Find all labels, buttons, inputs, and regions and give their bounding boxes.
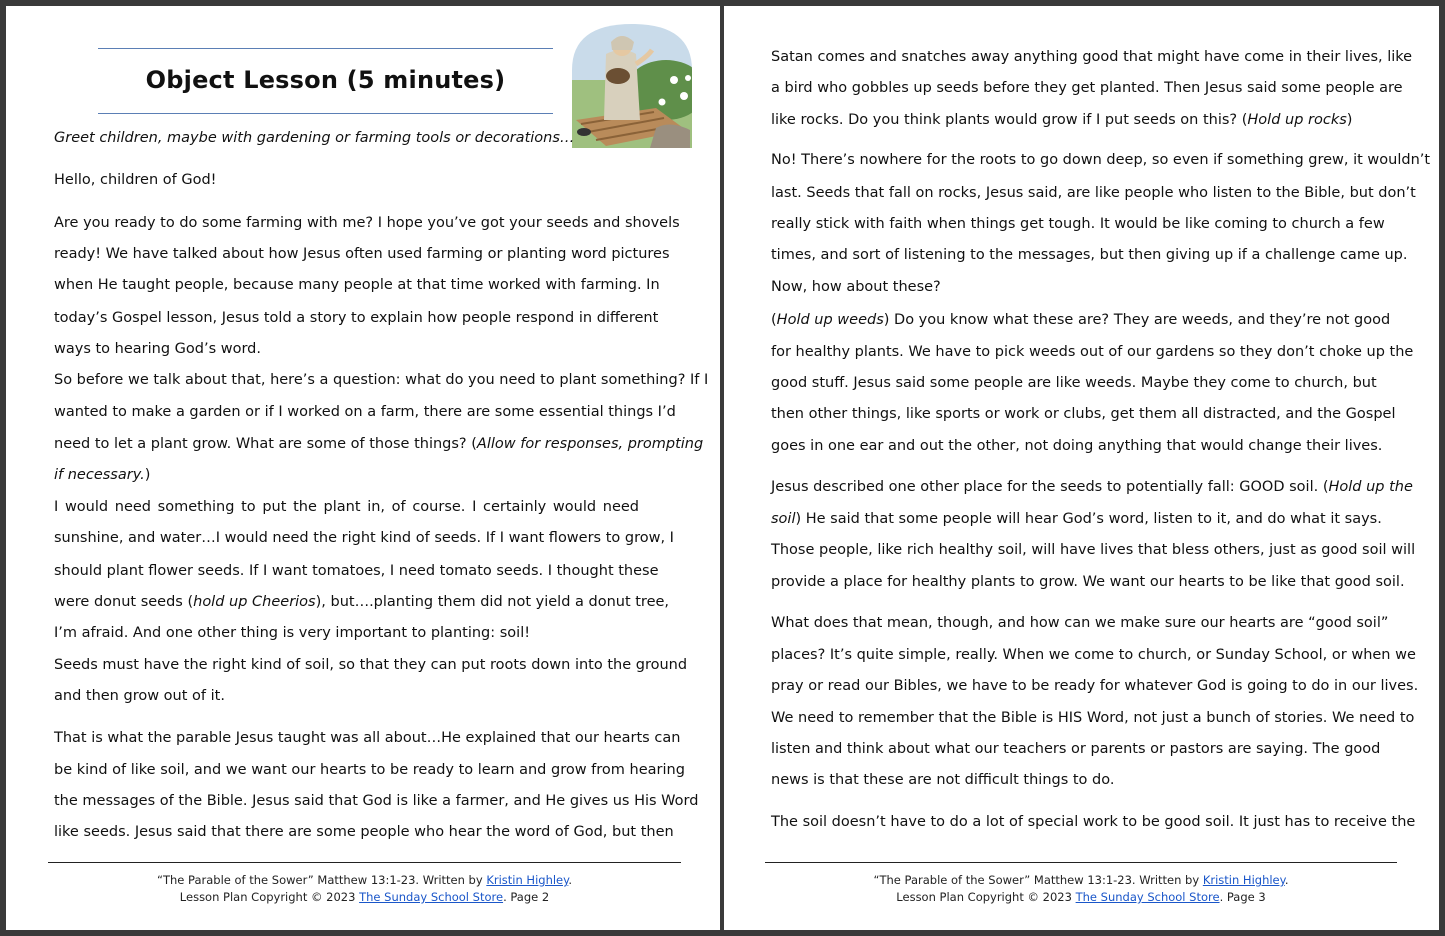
paragraph-line: and then grow out of it.: [54, 688, 225, 704]
paragraph-line: if necessary.): [54, 467, 151, 483]
paragraph-line: The soil doesn’t have to do a lot of special work to be good soil. It just has to receive the: [771, 814, 1416, 830]
paragraph-line: Seeds must have the right kind of soil, so that they can put roots down into the ground: [54, 657, 688, 673]
paragraph-line: places? It’s quite simple, really. When we come to church, or Sunday School, or when we: [771, 647, 1416, 663]
paragraph-line: the messages of the Bible. Jesus said that God is like a farmer, and He gives us His Word: [54, 793, 699, 809]
paragraph-line: wanted to make a garden or if I worked on a farm, there are some essential things I’d: [54, 404, 676, 420]
paragraph-line: a bird who gobbles up seeds before they get planted. Then Jesus said some people are: [771, 80, 1403, 96]
paragraph-line: pray or read our Bibles, we have to be ready for whatever God is going to do in our lives.: [771, 678, 1419, 694]
paragraph-line: sunshine, and water…I would need the right kind of seeds. If I want flowers to grow, I: [54, 530, 674, 546]
footer-line-1: “The Parable of the Sower” Matthew 13:1-23. Written by Kristin Highley.: [873, 873, 1289, 887]
paragraph-line: today’s Gospel lesson, Jesus told a story to explain how people respond in different: [54, 310, 659, 326]
author-link[interactable]: Kristin Highley: [486, 873, 569, 887]
paragraph-line: times, and sort of listening to the messages, but then giving up if a challenge came up.: [771, 247, 1408, 263]
paragraph-line: Satan comes and snatches away anything good that might have come in their lives, like: [771, 49, 1413, 65]
document-page-3: [724, 6, 1439, 930]
paragraph-line: Are you ready to do some farming with me? I hope you’ve got your seeds and shovels: [54, 215, 680, 231]
paragraph-line: were donut seeds (hold up Cheerios), but….planting them did not yield a donut tree,: [54, 594, 670, 610]
paragraph-line: Now, how about these?: [771, 279, 941, 295]
paragraph-line: like seeds. Jesus said that there are some people who hear the word of God, but then: [54, 824, 674, 840]
paragraph-line: No! There’s nowhere for the roots to go down deep, so even if something grew, it wouldn’t: [771, 152, 1431, 168]
document-page-2: [6, 6, 720, 930]
store-link[interactable]: The Sunday School Store: [359, 890, 504, 904]
page-title: Object Lesson (5 minutes): [145, 66, 506, 94]
paragraph-line: provide a place for healthy plants to grow. We want our hearts to be like that good soil.: [771, 574, 1405, 590]
title-box: [98, 48, 553, 114]
paragraph-line: news is that these are not difficult things to do.: [771, 772, 1115, 788]
paragraph-line: Jesus described one other place for the seeds to potentially fall: GOOD soil. (Hold up the: [771, 479, 1413, 495]
paragraph-line: listen and think about what our teachers or parents or pastors are saying. The good: [771, 741, 1381, 757]
paragraph-line: ready! We have talked about how Jesus often used farming or planting word pictures: [54, 246, 670, 262]
paragraph-line: That is what the parable Jesus taught was all about…He explained that our hearts can: [54, 730, 681, 746]
paragraph-line: for healthy plants. We have to pick weeds out of our gardens so they don’t choke up the: [771, 344, 1414, 360]
page-footer: [48, 872, 681, 906]
paragraph-line: I’m afraid. And one other thing is very important to planting: soil!: [54, 625, 531, 641]
footer-line-2: Lesson Plan Copyright © 2023 The Sunday School Store. Page 3: [896, 890, 1266, 904]
paragraph-line: last. Seeds that fall on rocks, Jesus said, are like people who listen to the Bible, but don’t: [771, 185, 1416, 201]
paragraph-line: So before we talk about that, here’s a question: what do you need to plant something? If I: [54, 372, 709, 388]
paragraph-line: really stick with faith when things get tough. It would be like coming to church a few: [771, 216, 1385, 232]
intro-instruction: Greet children, maybe with gardening or farming tools or decorations…: [54, 130, 575, 146]
footer-line-1: “The Parable of the Sower” Matthew 13:1-23. Written by Kristin Highley.: [157, 873, 572, 887]
footer-line-2: Lesson Plan Copyright © 2023 The Sunday School Store. Page 2: [179, 890, 550, 904]
paragraph-line: need to let a plant grow. What are some of those things? (Allow for responses, prompting: [54, 436, 704, 452]
paragraph-line: (Hold up weeds) Do you know what these are? They are weeds, and they’re not good: [771, 312, 1391, 328]
paragraph-line: when He taught people, because many people at that time worked with farming. In: [54, 277, 660, 293]
paragraph-line: be kind of like soil, and we want our hearts to be ready to learn and grow from hearing: [54, 762, 685, 778]
paragraph-line: goes in one ear and out the other, not doing anything that would change their lives.: [771, 438, 1383, 454]
page-footer: [765, 872, 1397, 906]
paragraph-line: What does that mean, though, and how can we make sure our hearts are “good soil”: [771, 615, 1389, 631]
paragraph-line: soil) He said that some people will hear God’s word, listen to it, and do what it says.: [771, 511, 1382, 527]
paragraph-line: Those people, like rich healthy soil, will have lives that bless others, just as good soil will: [771, 542, 1416, 558]
store-link[interactable]: The Sunday School Store: [1075, 890, 1220, 904]
paragraph-line: Hello, children of God!: [54, 172, 217, 188]
paragraph-line: We need to remember that the Bible is HIS Word, not just a bunch of stories. We need to: [771, 710, 1415, 726]
footer-divider: [48, 862, 681, 863]
paragraph-line: good stuff. Jesus said some people are like weeds. Maybe they come to church, but: [771, 375, 1377, 391]
author-link[interactable]: Kristin Highley: [1202, 873, 1285, 887]
footer-divider: [765, 862, 1397, 863]
paragraph-line: like rocks. Do you think plants would grow if I put seeds on this? (Hold up rocks): [771, 112, 1353, 128]
sower-illustration-icon: [566, 20, 698, 148]
paragraph-line: then other things, like sports or work or clubs, get them all distracted, and the Gospel: [771, 406, 1396, 422]
paragraph-line: should plant flower seeds. If I want tomatoes, I need tomato seeds. I thought these: [54, 563, 659, 579]
paragraph-line: ways to hearing God’s word.: [54, 341, 261, 357]
paragraph-line: I would need something to put the plant in, of course. I certainly would need: [54, 499, 639, 515]
